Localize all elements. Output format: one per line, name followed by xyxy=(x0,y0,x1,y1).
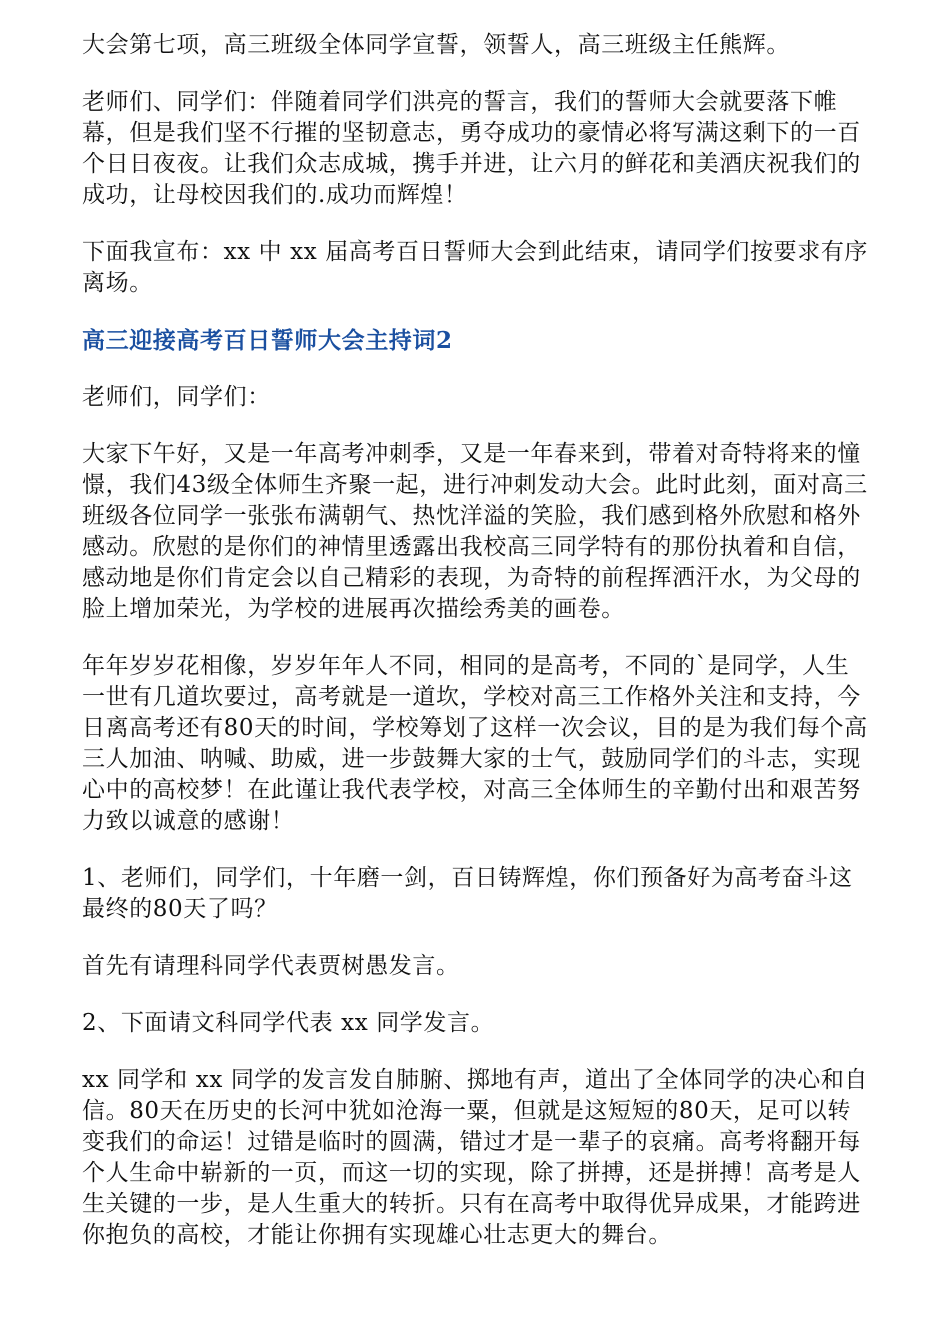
paragraph-purpose: 年年岁岁花相像，岁岁年年人不同，相同的是高考，不同的`是同学，人生一世有几道坎要过，高考就是一道坎，学校对高三工作格外关注和支持，今日离高考还有80天的时间，学校筹划了这样一次会议，目的是为我们每个高三人加油、呐喊、助威，进一步鼓舞大家的士气，鼓励同学们的斗志，实现心中的高校梦！在此谨让我代表学校，对高三全体师生的辛勤付出和艰苦努力致以诚意的感谢！ xyxy=(82,653,868,834)
paragraph-summary: xx 同学和 xx 同学的发言发自肺腑、掷地有声，道出了全体同学的决心和自信。80天在历史的长河中犹如沧海一粟，但就是这短短的80天，足可以转变我们的命运！过错是临时的圆满，错过才是一辈子的哀痛。高考将翻开每个人生命中崭新的一页，而这一切的实现，除了拼搏，还是拼搏！高考是人生关键的一步，是人生重大的转折。只有在高考中取得优异成果，才能跨进你抱负的高校，才能让你拥有实现雄心壮志更大的舞台。 xyxy=(82,1067,869,1248)
paragraph-item-2: 2、下面请文科同学代表 xx 同学发言。 xyxy=(82,1010,495,1036)
paragraph-announcement: 下面我宣布：xx 中 xx 届高考百日誓师大会到此结束，请同学们按要求有序离场。 xyxy=(82,239,869,296)
paragraph-opening: 大家下午好，又是一年高考冲刺季，又是一年春来到，带着对奇特将来的憧憬，我们43级全体师生齐聚一起，进行冲刺发动大会。此时此刻，面对高三班级各位同学一张张布满朝气、热忱洋溢的笑脸，我们感到格外欣慰和格外感动。欣慰的是你们的神情里透露出我校高三同学特有的那份执着和自信，感动地是你们肯定会以自己精彩的表现，为奇特的前程挥洒汗水，为父母的脸上增加荣光，为学校的进展再次描绘秀美的画卷。 xyxy=(82,441,868,622)
paragraph-closing-remarks: 老师们、同学们：伴随着同学们洪亮的誓言，我们的誓师大会就要落下帷幕，但是我们坚不行摧的坚韧意志，勇夺成功的豪情必将写满这剩下的一百个日日夜夜。让我们众志成城，携手并进，让六月的鲜花和美酒庆祝我们的成功，让母校因我们的.成功而辉煌！ xyxy=(82,89,861,208)
paragraph-item-1: 1、老师们，同学们，十年磨一剑，百日铸辉煌，你们预备好为高考奋斗这最终的80天了吗？ xyxy=(82,865,853,922)
document-page xyxy=(82,30,872,1277)
paragraph-science-speaker: 首先有请理科同学代表贾树愚发言。 xyxy=(82,953,460,979)
paragraph-oath: 大会第七项，高三班级全体同学宣誓，领誓人，高三班级主任熊辉。 xyxy=(82,32,790,58)
section-heading: 高三迎接高考百日誓师大会主持词2 xyxy=(82,327,453,354)
paragraph-greeting: 老师们，同学们： xyxy=(82,384,271,410)
